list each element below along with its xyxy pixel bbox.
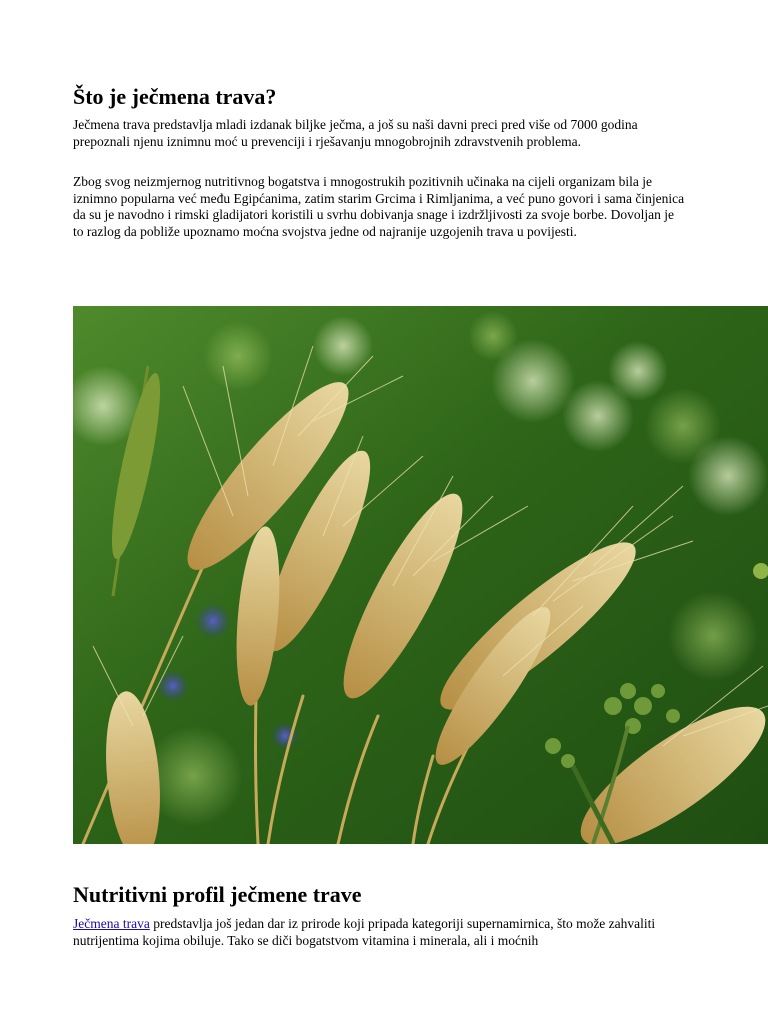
paragraph-history: Zbog svog neizmjernog nutritivnog bogatstva i mnogostrukih pozitivnih učinaka na cijeli organizam bila je iznimno popularna već među Egipćanima, zatim starim Grcima i Rimljanima, a već puno govori i sama činjenica da su je navodno i rimski gladijatori koristili u svrhu dobivanja snage i izdržljivosti za svoje borbe. Dovoljan je to razlog da pobliže upoznamo moćna svojstva jedne od najranije uzgojenih trava u povijesti. <box>73 174 685 239</box>
paragraph-nutrition <box>73 916 685 949</box>
barley-grass-link[interactable]: Ječmena trava <box>73 916 150 931</box>
heading-intro: Što je ječmena trava? <box>73 84 277 109</box>
paragraph-intro: Ječmena trava predstavlja mladi izdanak biljke ječma, a još su naši davni preci pred više od 7000 godina prepoznali njenu iznimnu moć u prevenciji i rješavanju mnogobrojnih zdravstvenih problema. <box>73 117 638 149</box>
heading-nutrition-profile: Nutritivni profil ječmene trave <box>73 882 362 907</box>
paragraph-nutrition-text: predstavlja još jedan dar iz prirode koji pripada kategoriji supernamirnica, što može zahvaliti nutrijentima kojima obiluje. Tako se diči bogatstvom vitamina i minerala, ali i moćnih <box>73 916 656 948</box>
barley-grass-photo <box>73 306 768 844</box>
